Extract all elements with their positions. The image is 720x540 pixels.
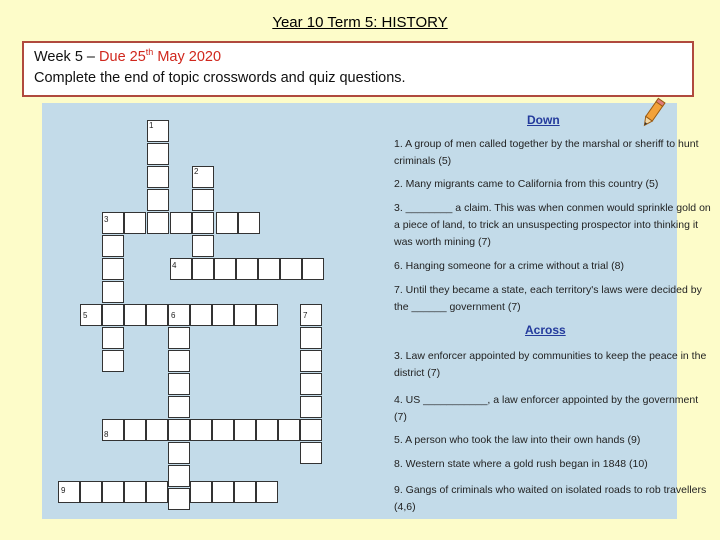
across-clue-5: 5. A person who took the law into their own hands (9) (394, 434, 641, 446)
crossword-cell[interactable] (168, 373, 190, 395)
task-box (22, 41, 694, 97)
crossword-cell[interactable] (256, 481, 278, 503)
clue-number-4: 4 (172, 261, 177, 270)
crossword-cell[interactable] (168, 327, 190, 349)
clue-number-3: 3 (104, 215, 109, 224)
crossword-cell[interactable] (168, 350, 190, 372)
down-clue-6: 6. Hanging someone for a crime without a trial (8) (394, 260, 624, 272)
crossword-cell[interactable] (300, 396, 322, 418)
crossword-cell[interactable] (147, 166, 169, 188)
across-clue-3: 3. Law enforcer appointed by communities to keep the peace in the district (7) (394, 350, 707, 379)
crossword-cell[interactable] (190, 419, 212, 441)
due-text: Due 25 (99, 49, 146, 65)
week-label: Week 5 – (34, 49, 100, 65)
down-heading: Down (527, 113, 560, 127)
crossword-cell[interactable] (102, 327, 124, 349)
crossword-cell[interactable] (256, 419, 278, 441)
crossword-cell[interactable] (124, 304, 146, 326)
crossword-cell[interactable] (192, 212, 214, 234)
page-title: Year 10 Term 5: HISTORY (272, 14, 448, 31)
crossword-cell[interactable] (300, 327, 322, 349)
crossword-cell[interactable] (238, 212, 260, 234)
due-line (34, 47, 682, 68)
crossword-cell[interactable] (102, 281, 124, 303)
crossword-cell[interactable] (168, 396, 190, 418)
crossword-cell[interactable] (236, 258, 258, 280)
crossword-cell[interactable] (146, 419, 168, 441)
crossword-cell[interactable] (212, 481, 234, 503)
crossword-cell[interactable] (147, 189, 169, 211)
due-sup: th (145, 47, 154, 58)
crossword-cell[interactable] (256, 304, 278, 326)
down-clue-7: 7. Until they became a state, each territory's laws were decided by the ______ government (7) (394, 284, 702, 313)
due-rest: May 2020 (153, 49, 222, 65)
crossword-cell[interactable] (170, 212, 192, 234)
clue-number-5: 5 (83, 311, 88, 320)
crossword-cell[interactable] (80, 481, 102, 503)
crossword-cell[interactable] (258, 258, 280, 280)
across-clue-8: 8. Western state where a gold rush began in 1848 (10) (394, 458, 648, 470)
across-clue-9: 9. Gangs of criminals who waited on isolated roads to rob travellers (4,6) (394, 484, 707, 513)
crossword-cell[interactable] (212, 419, 234, 441)
crossword-cell[interactable] (102, 304, 124, 326)
crossword-cell[interactable] (168, 442, 190, 464)
across-heading: Across (525, 323, 566, 337)
crossword-cell[interactable] (168, 488, 190, 510)
crossword-cell[interactable] (192, 258, 214, 280)
crossword-cell[interactable] (214, 258, 236, 280)
crossword-cell[interactable] (234, 304, 256, 326)
clue-number-1: 1 (149, 121, 154, 130)
crossword-cell[interactable] (300, 442, 322, 464)
clue-number-6: 6 (171, 311, 176, 320)
crossword-cell[interactable] (147, 212, 169, 234)
crossword-panel (42, 103, 711, 519)
down-clue-1: 1. A group of men called together by the marshal or sheriff to hunt criminals (5) (394, 138, 699, 167)
crossword-cell[interactable] (102, 258, 124, 280)
pencil-icon (640, 96, 666, 130)
crossword-cell[interactable] (168, 419, 190, 441)
crossword-cell[interactable] (300, 350, 322, 372)
crossword-cell[interactable] (300, 419, 322, 441)
crossword-cell[interactable] (124, 419, 146, 441)
crossword-cell[interactable] (216, 212, 238, 234)
crossword-cell[interactable] (102, 235, 124, 257)
crossword-cell[interactable] (102, 350, 124, 372)
down-clue-2: 2. Many migrants came to California from this country (5) (394, 178, 659, 190)
crossword-cell[interactable] (168, 465, 190, 487)
crossword-cell[interactable] (192, 189, 214, 211)
due-date (99, 49, 221, 65)
crossword-cell[interactable] (192, 235, 214, 257)
clue-number-2: 2 (194, 167, 199, 176)
crossword-cell[interactable] (190, 481, 212, 503)
crossword-cell[interactable] (234, 481, 256, 503)
clue-number-7: 7 (303, 311, 308, 320)
crossword-cell[interactable] (300, 373, 322, 395)
crossword-cell[interactable] (124, 481, 146, 503)
crossword-cell[interactable] (212, 304, 234, 326)
crossword-cell[interactable] (146, 481, 168, 503)
clue-number-8: 8 (104, 430, 109, 439)
crossword-cell[interactable] (124, 212, 146, 234)
crossword-cell[interactable] (147, 143, 169, 165)
crossword-cell[interactable] (280, 258, 302, 280)
across-clue-4: 4. US ___________, a law enforcer appointed by the government (7) (394, 394, 699, 423)
instruction: Complete the end of topic crosswords and quiz questions. (34, 70, 406, 86)
crossword-cell[interactable] (146, 304, 168, 326)
crossword-cell[interactable] (302, 258, 324, 280)
crossword-cell[interactable] (190, 304, 212, 326)
crossword-cell[interactable] (102, 481, 124, 503)
crossword-cell[interactable] (278, 419, 300, 441)
clue-number-9: 9 (61, 486, 66, 495)
down-clue-3: 3. ________ a claim. This was when conmen would sprinkle gold on a piece of land, to trick an unsuspecting prospector into thinking it was worth mining (7) (394, 202, 711, 248)
crossword-cell[interactable] (234, 419, 256, 441)
